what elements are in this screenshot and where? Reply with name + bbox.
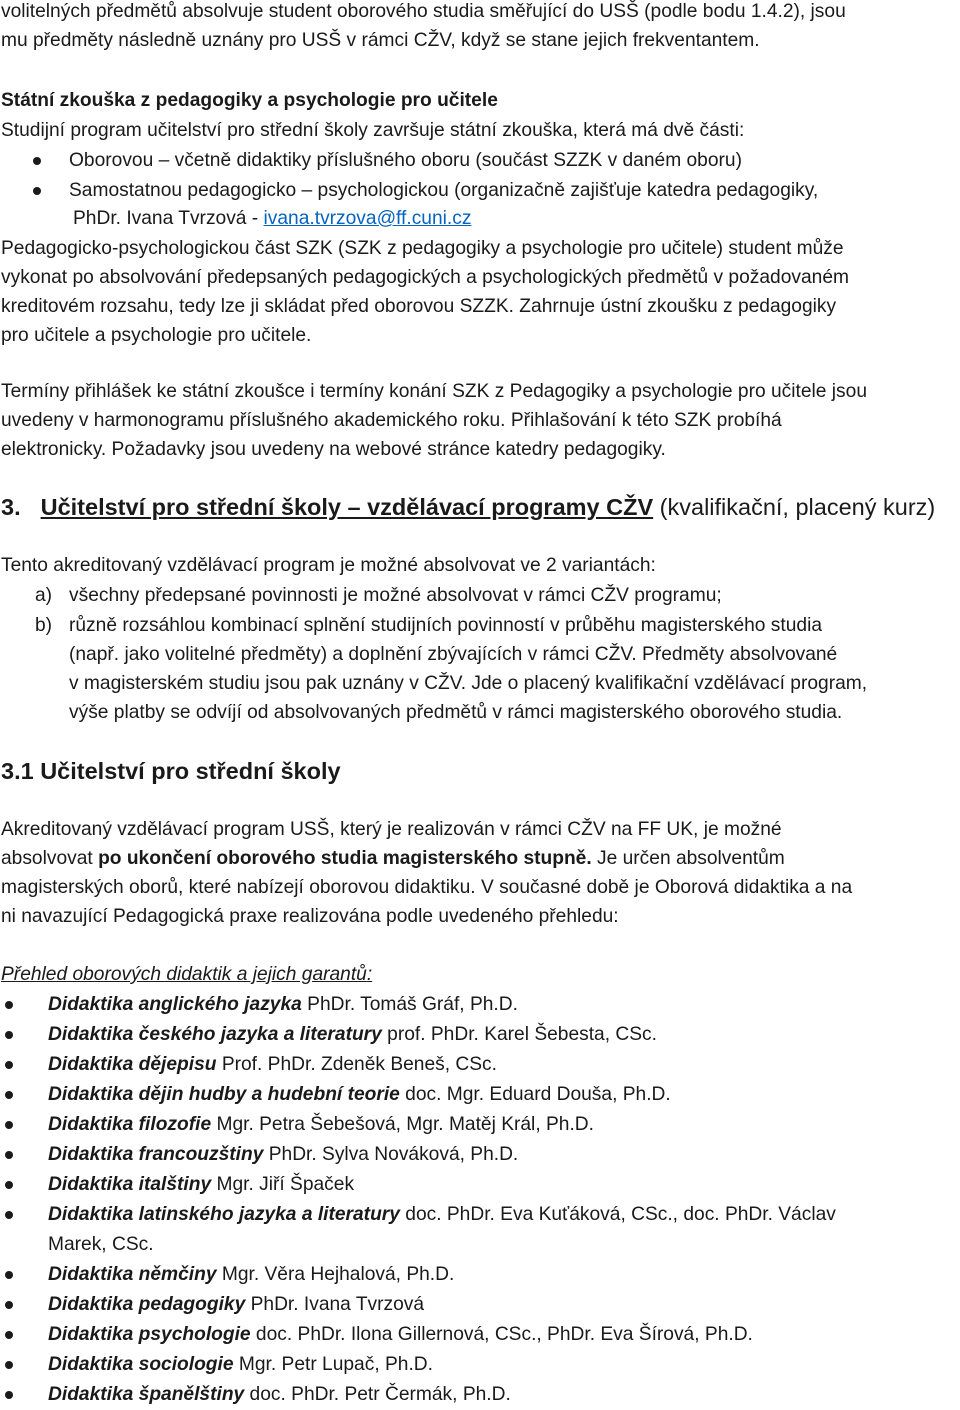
bullet-icon [5,1331,13,1339]
email-link[interactable]: ivana.tvrzova@ff.cuni.cz [263,208,472,229]
bullet-icon [5,1091,13,1099]
section-3-number: 3. [1,494,21,520]
didactics-guarantor: Mgr. Petra Šebešová, Mgr. Matěj Král, Ph.D. [211,1114,594,1135]
state-exam-para-line-2: vykonat po absolvování předepsaných pedagogických a psychologických předmětů v požadovaném [1,267,849,288]
overview-title [1,960,372,990]
bullet-icon [5,1211,13,1219]
intro-line-1: volitelných předmětů absolvuje student oborového studia směřující do USŠ (podle bodu 1.4.2), jsou [1,1,846,22]
didactics-guarantor: Mgr. Petr Lupač, Ph.D. [233,1354,433,1375]
didactics-guarantor: doc. PhDr. Ilona Gillernová, CSc., PhDr. Eva Šírová, Ph.D. [250,1324,753,1345]
section-3-title: Učitelství pro střední školy – vzdělávací programy CŽV [40,494,654,520]
terms-line-2: uvedeny v harmonogramu příslušného akademického roku. Přihlašování k této SZK probíhá [1,410,782,431]
bullet-icon [33,187,41,195]
section-3-1-heading: 3.1 Učitelství pro střední školy [1,758,341,784]
didactics-subject: Didaktika sociologie [48,1354,234,1375]
bullet-icon [5,1121,13,1129]
didactics-subject: Didaktika psychologie [48,1324,251,1345]
didactics-subject: Didaktika latinského jazyka a literatury [48,1204,400,1225]
state-exam-bullet-2: Samostatnou pedagogicko – psychologickou (organizačně zajišťuje katedra pedagogiky, [69,180,819,201]
bullet-icon [5,1391,13,1399]
bullet-icon [5,1181,13,1189]
overview-title-colon: : [366,964,373,985]
variant-b-line-3: v magisterském studiu jsou pak uznány v CŽV. Jde o placený kvalifikační vzdělávací program, [69,673,868,694]
section-3-1-para-line-4: ni navazující Pedagogická praxe realizována podle uvedeného přehledu: [1,906,619,927]
didactics-item [48,1050,497,1080]
bullet-icon [33,157,41,165]
para-emphasis: po ukončení oborového studia magisterského stupně. [98,848,592,869]
didactics-item [48,1080,671,1110]
didactics-subject: Didaktika španělštiny [48,1384,245,1405]
didactics-item [48,990,518,1020]
variant-b-label: b) [35,615,53,636]
didactics-subject: Didaktika anglického jazyka [48,994,302,1015]
bullet-icon [5,1301,13,1309]
didactics-guarantor: PhDr. Ivana Tvrzová [245,1294,425,1315]
state-exam-para-line-1: Pedagogicko-psychologickou část SZK (SZK z pedagogiky a psychologie pro učitele) student může [1,238,844,259]
didactics-guarantor: doc. PhDr. Eva Kuťáková, CSc., doc. PhDr. Václav [399,1204,836,1225]
section-3-title-note: (kvalifikační, placený kurz) [653,494,936,520]
didactics-subject: Didaktika pedagogiky [48,1294,246,1315]
variant-b-line-4: výše platby se odvíjí od absolvovaných předmětů v rámci magisterského oborového studia. [69,702,843,723]
didactics-subject: Didaktika dějin hudby a hudební teorie [48,1084,400,1105]
section-3-1-para-line-1: Akreditovaný vzdělávací program USŠ, který je realizován v rámci CŽV na FF UK, je možné [1,819,782,840]
didactics-item [48,1200,836,1230]
didactics-guarantor: doc. Mgr. Eduard Douša, Ph.D. [399,1084,671,1105]
state-exam-heading: Státní zkouška z pedagogiky a psychologie pro učitele [1,90,498,111]
didactics-subject: Didaktika dějepisu [48,1054,217,1075]
didactics-guarantor: Mgr. Jiří Špaček [211,1174,355,1195]
didactics-item [48,1140,518,1170]
variant-b-line-1: různě rozsáhlou kombinací splnění studijních povinností v průběhu magisterského studia [69,615,823,636]
para-text: absolvovat [1,848,99,869]
state-exam-lead: Studijní program učitelství pro střední školy završuje státní zkouška, která má dvě části: [1,120,745,141]
state-exam-bullet-1: Oborovou – včetně didaktiky příslušného oboru (součást SZZK v daném oboru) [69,150,742,171]
didactics-subject: Didaktika filozofie [48,1114,212,1135]
terms-line-1: Termíny přihlášek ke státní zkoušce i termíny konání SZK z Pedagogiky a psychologie pro učitele jsou [1,381,867,402]
didactics-subject: Didaktika francouzštiny [48,1144,264,1165]
bullet-icon [5,1271,13,1279]
section-3-heading [1,492,935,522]
didactics-item [48,1350,433,1380]
didactics-guarantor-cont: Marek, CSc. [48,1234,154,1255]
bullet-icon [5,1031,13,1039]
state-exam-para-line-3: kreditovém rozsahu, tedy lze ji skládat před oborovou SZZK. Zahrnuje ústní zkoušku z pedagogiky [1,296,837,317]
didactics-item [48,1320,753,1350]
didactics-guarantor: doc. PhDr. Petr Čermák, Ph.D. [244,1384,511,1405]
section-3-lead: Tento akreditovaný vzdělávací program je možné absolvovat ve 2 variantách: [1,555,656,576]
bullet-icon [5,1151,13,1159]
didactics-item [48,1170,354,1200]
didactics-guarantor: PhDr. Sylva Nováková, Ph.D. [263,1144,519,1165]
bullet-icon [5,1001,13,1009]
contact-name: PhDr. Ivana Tvrzová - [73,208,264,229]
didactics-item [48,1290,424,1320]
didactics-guarantor: PhDr. Tomáš Gráf, Ph.D. [301,994,518,1015]
intro-line-2: mu předměty následně uznány pro USŠ v rámci CŽV, když se stane jejich frekventantem. [1,30,760,51]
state-exam-para-line-4: pro učitele a psychologie pro učitele. [1,325,312,346]
state-exam-bullet-2-cont [73,204,471,234]
bullet-icon [5,1061,13,1069]
didactics-item [48,1380,511,1410]
terms-line-3: elektronicky. Požadavky jsou uvedeny na webové stránce katedry pedagogiky. [1,439,666,460]
variant-a-label: a) [35,585,53,606]
para-text: Je určen absolventům [591,848,785,869]
didactics-guarantor: prof. PhDr. Karel Šebesta, CSc. [381,1024,657,1045]
variant-a-text: všechny předepsané povinnosti je možné absolvovat v rámci CŽV programu; [69,585,722,606]
didactics-subject: Didaktika němčiny [48,1264,217,1285]
didactics-subject: Didaktika italštiny [48,1174,212,1195]
variant-b-line-2: (např. jako volitelné předměty) a doplnění zbývajících v rámci CŽV. Předměty absolvované [69,644,838,665]
overview-title-text: Přehled oborových didaktik a jejich garantů [1,964,367,985]
section-3-1-para-line-2 [1,844,785,874]
bullet-icon [5,1361,13,1369]
didactics-guarantor: Mgr. Věra Hejhalová, Ph.D. [216,1264,455,1285]
didactics-subject: Didaktika českého jazyka a literatury [48,1024,382,1045]
didactics-item [48,1020,657,1050]
didactics-item [48,1260,454,1290]
didactics-item [48,1110,594,1140]
section-3-1-para-line-3: magisterských oborů, které nabízejí oborovou didaktiku. V současné době je Oborová didaktika a na [1,877,853,898]
didactics-guarantor: Prof. PhDr. Zdeněk Beneš, CSc. [216,1054,497,1075]
